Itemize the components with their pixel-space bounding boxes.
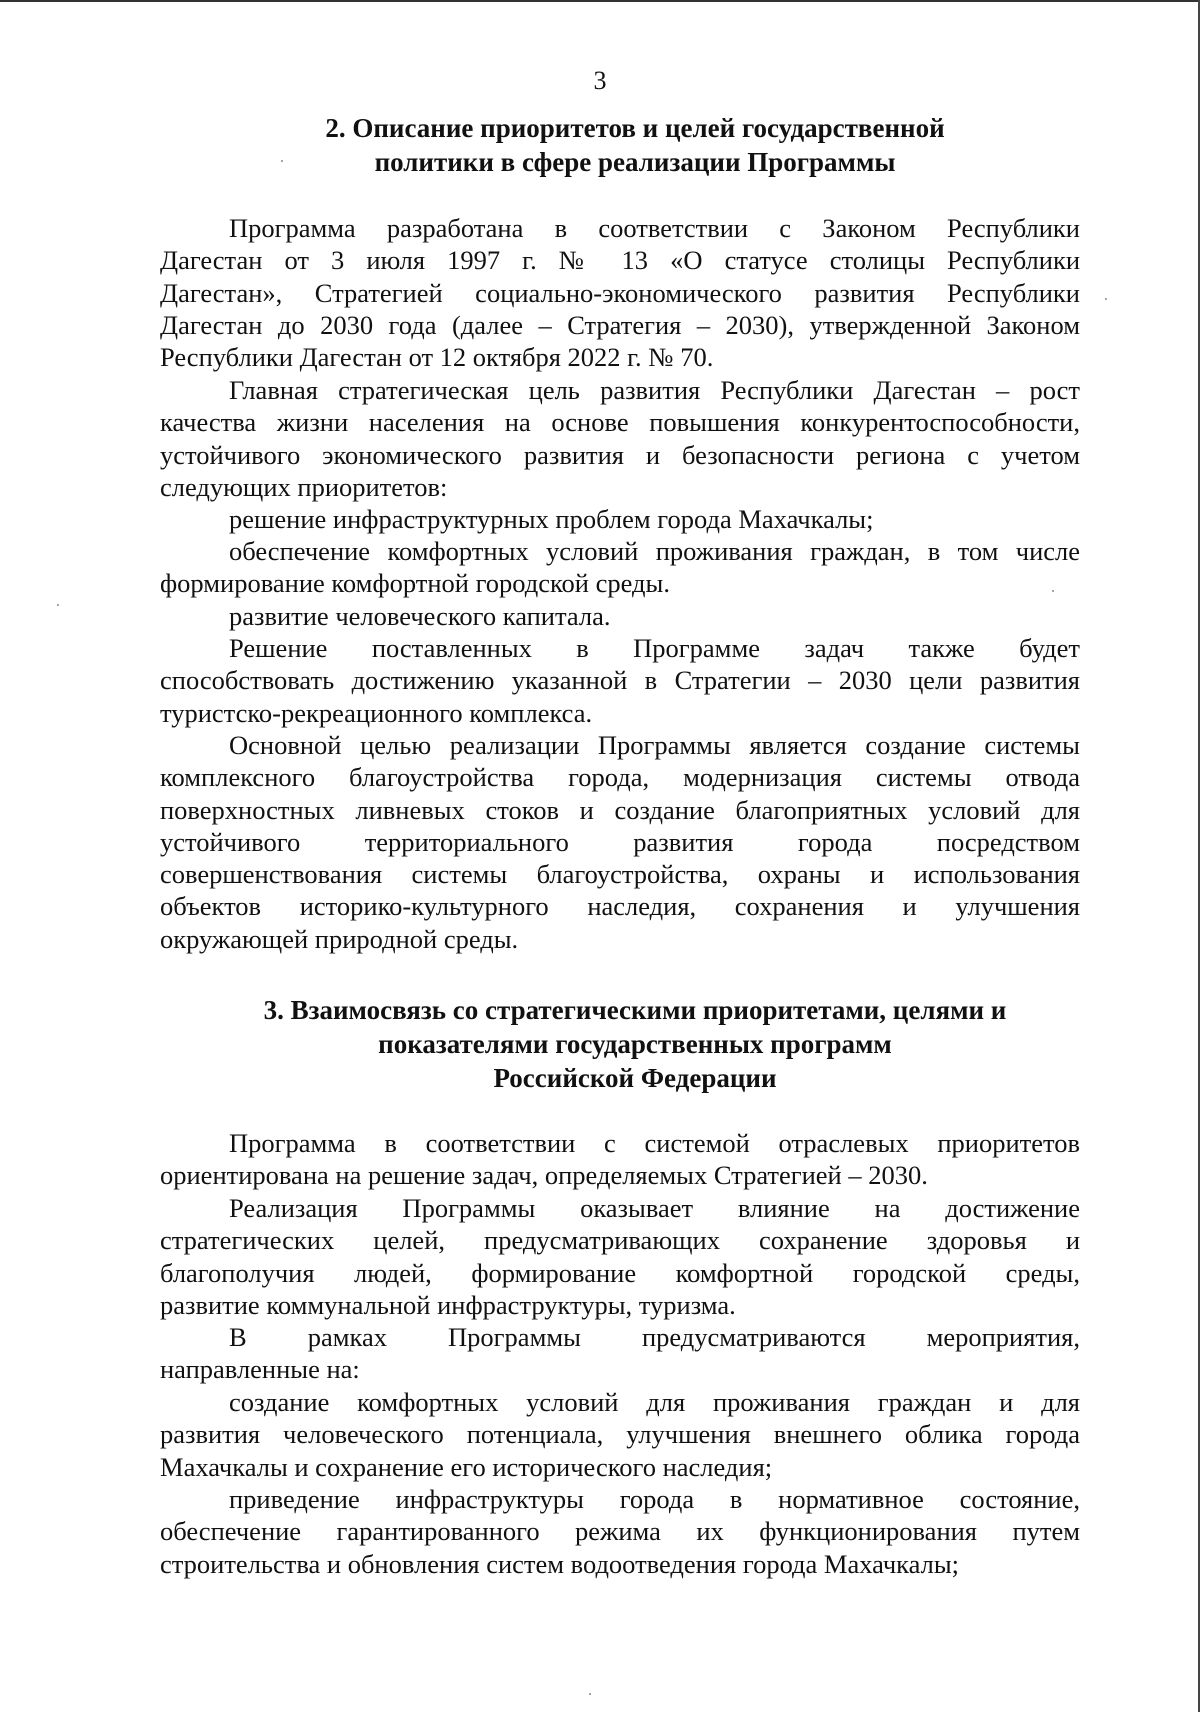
text-line: следующих приоритетов: (160, 471, 448, 502)
text-line: ориентирована на решение задач, определяемых Стратегией – 2030. (160, 1160, 928, 1191)
scan-speck (1105, 298, 1107, 300)
text-line: Дагестан от 3 июля 1997 г. № 13 «О статусе столицы Республики (160, 245, 1080, 276)
text-line: создание комфортных условий для проживания граждан и для (229, 1387, 1080, 1417)
section-3-paragraph-5 (160, 1483, 1080, 1580)
heading-line: показателями государственных программ (378, 1029, 892, 1059)
page-number: 3 (593, 66, 607, 95)
scan-speck (1052, 590, 1054, 592)
text-line: комплексного благоустройства города, модернизация системы отвода (160, 762, 1080, 793)
text-line: Программа в соответствии с системой отраслевых приоритетов (229, 1128, 1080, 1158)
section-3-heading (160, 993, 1110, 1095)
scan-speck (57, 604, 59, 606)
text-line: формирование комфортной городской среды. (160, 568, 670, 599)
text-line: способствовать достижению указанной в Стратегии – 2030 цели развития (160, 665, 1080, 696)
section-3-paragraph-4 (160, 1386, 1080, 1483)
text-line: Реализация Программы оказывает влияние на достижение (229, 1193, 1080, 1223)
text-line: Дагестан», Стратегией социально-экономического развития Республики (160, 277, 1080, 308)
text-line: развития человеческого потенциала, улучшения внешнего облика города (160, 1419, 1080, 1450)
heading-line: Российской Федерации (493, 1063, 777, 1093)
text-line: Основной целью реализации Программы является создание системы (229, 730, 1080, 760)
text-line: Программа разработана в соответствии с Законом Республики (229, 213, 1080, 243)
text-line: качества жизни населения на основе повышения конкурентоспособности, (160, 407, 1080, 438)
text-line: обеспечение комфортных условий проживания граждан, в том числе (229, 536, 1080, 566)
text-line: поверхностных ливневых стоков и создание благоприятных условий для (160, 794, 1080, 825)
text-line: стратегических целей, предусматривающих сохранение здоровья и (160, 1225, 1080, 1256)
scan-speck (589, 1693, 591, 1695)
text-line: В рамках Программы предусматриваются мероприятия, (229, 1322, 1080, 1352)
text-line: приведение инфраструктуры города в нормативное состояние, (229, 1484, 1080, 1514)
section-2-paragraph-2 (160, 374, 1080, 503)
section-2-paragraph-4 (160, 535, 1080, 600)
section-2-paragraph-7 (160, 729, 1080, 955)
section-2-paragraph-5 (160, 600, 1080, 632)
text-line: Дагестан до 2030 года (далее – Стратегия – 2030), утвержденной Законом (160, 309, 1080, 340)
text-line: устойчивого территориального развития города посредством (160, 826, 1080, 857)
text-line: развитие коммунальной инфраструктуры, туризма. (160, 1289, 736, 1320)
section-3-paragraph-2 (160, 1192, 1080, 1321)
text-line: туристско-рекреационного комплекса. (160, 697, 593, 728)
text-line: Главная стратегическая цель развития Республики Дагестан – рост (229, 375, 1080, 405)
section-3-paragraph-3 (160, 1321, 1080, 1386)
text-line: Решение поставленных в Программе задач также будет (229, 633, 1080, 663)
section-2-paragraph-1 (160, 212, 1080, 373)
text-line: обеспечение гарантированного режима их функционирования путем (160, 1516, 1080, 1547)
heading-line: 2. Описание приоритетов и целей государственной (325, 113, 945, 143)
section-2-paragraph-6 (160, 632, 1080, 729)
section-3-paragraph-1 (160, 1127, 1080, 1192)
text-line: направленные на: (160, 1354, 360, 1385)
text-line: благополучия людей, формирование комфортной городской среды, (160, 1257, 1080, 1288)
text-line: совершенствования системы благоустройства, охраны и использования (160, 859, 1080, 890)
text-line: Махачкалы и сохранение его исторического наследия; (160, 1451, 773, 1482)
text-line: окружающей природной среды. (160, 923, 519, 954)
text-line: объектов историко-культурного наследия, сохранения и улучшения (160, 891, 1080, 922)
text-line: Республики Дагестан от 12 октября 2022 г. № 70. (160, 342, 714, 373)
text-line: устойчивого экономического развития и безопасности региона с учетом (160, 439, 1080, 470)
text-line: строительства и обновления систем водоотведения города Махачкалы; (160, 1548, 960, 1579)
heading-line: политики в сфере реализации Программы (374, 147, 896, 177)
scan-top-edge (0, 0, 1200, 2)
section-2-heading (160, 111, 1110, 179)
section-2-paragraph-3 (160, 503, 1080, 535)
text-line: развитие человеческого капитала. (229, 601, 611, 631)
text-line: решение инфраструктурных проблем города Махачкалы; (229, 504, 874, 534)
heading-line: 3. Взаимосвязь со стратегическими приоритетами, целями и (263, 995, 1007, 1025)
scan-speck (281, 160, 283, 162)
